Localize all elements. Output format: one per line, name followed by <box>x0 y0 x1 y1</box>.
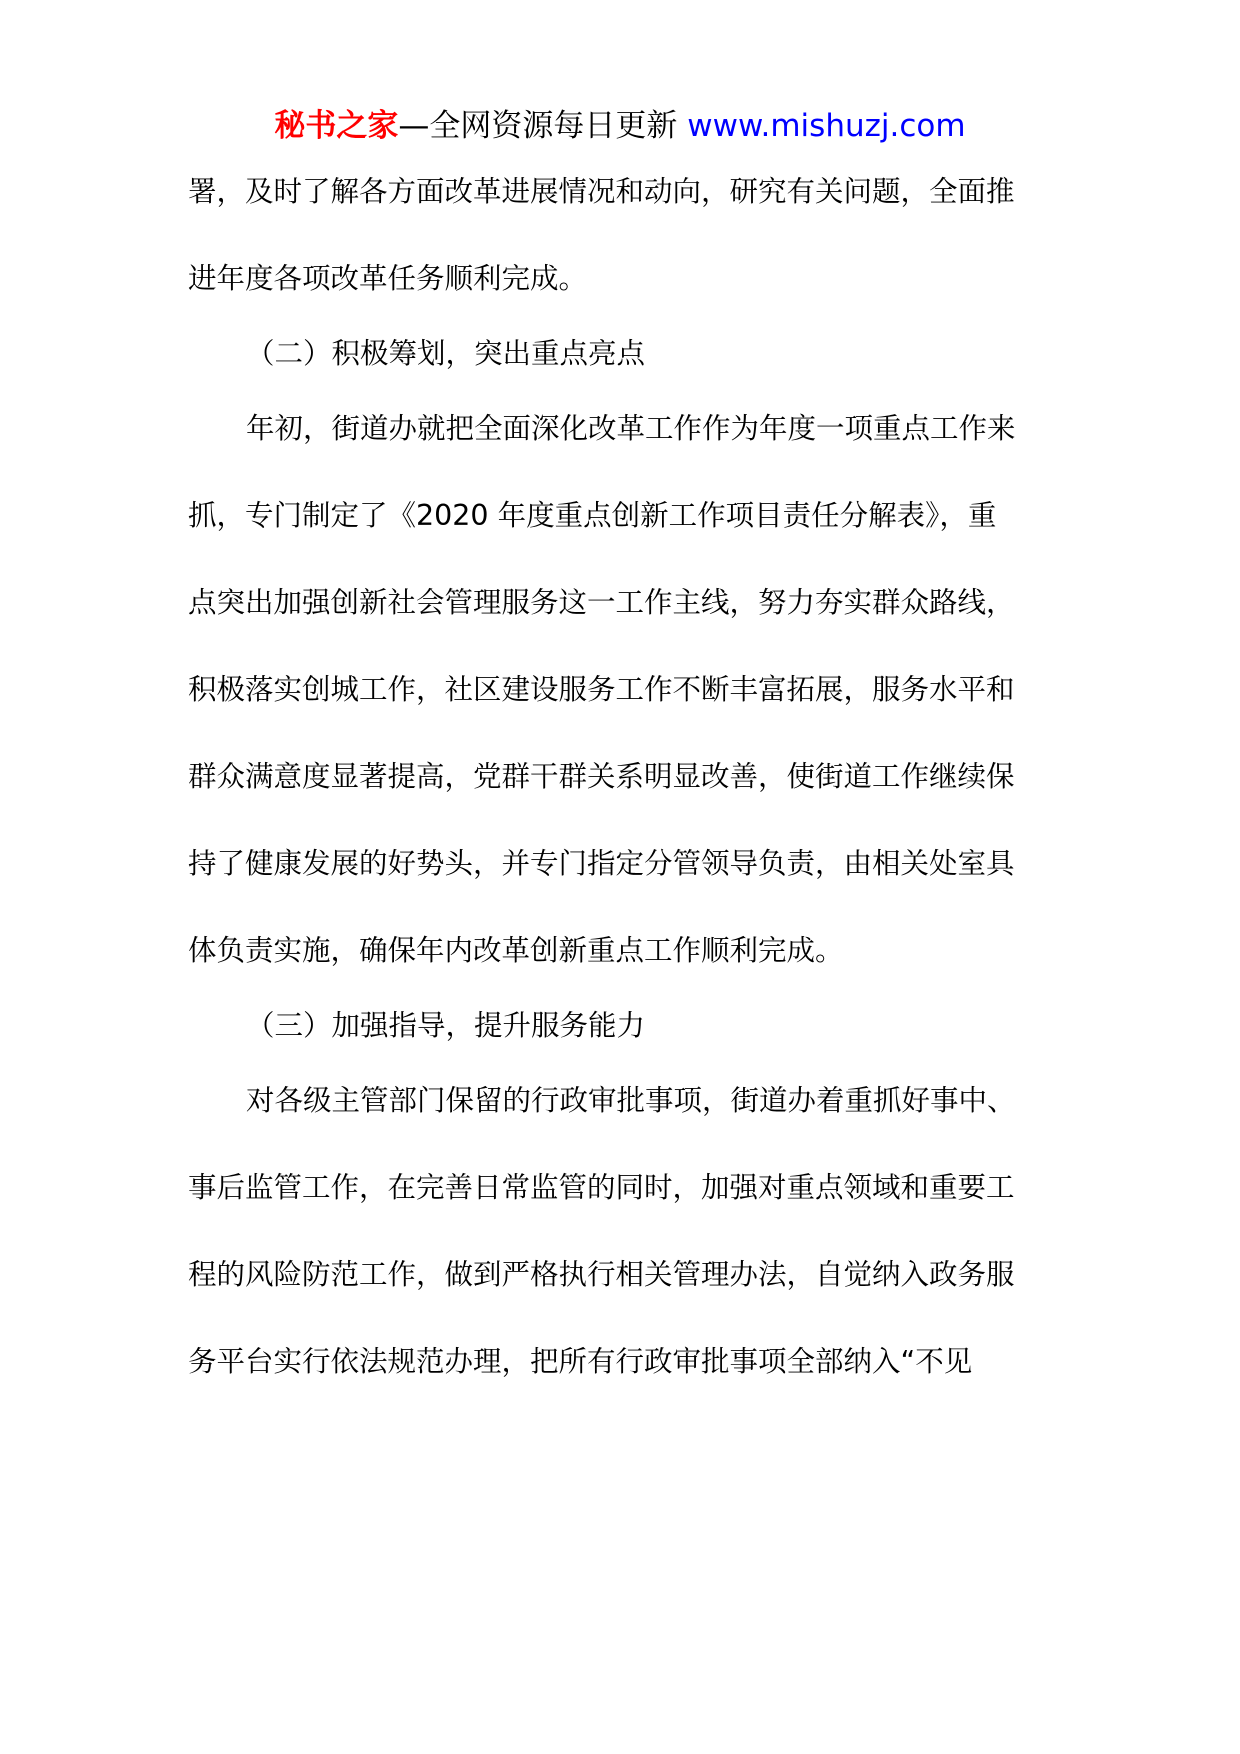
header-tagline: —全网资源每日更新 <box>398 108 688 144</box>
brand-name: 秘书之家 <box>274 108 399 144</box>
section-heading-3: （三）加强指导，提升服务能力 <box>246 1009 646 1042</box>
body-line-4: 年初，街道办就把全面深化改革工作作为年度一项重点工作来 <box>246 412 1016 445</box>
section-heading-2: （二）积极筹划，突出重点亮点 <box>246 337 646 370</box>
body-line-13: 事后监管工作，在完善日常监管的同时，加强对重点领域和重要工 <box>188 1171 1015 1204</box>
body-line-9: 持了健康发展的好势头，并专门指定分管领导负责，由相关处室具 <box>188 847 1015 880</box>
body-line-12: 对各级主管部门保留的行政审批事项，街道办着重抓好事中、 <box>246 1084 1016 1117</box>
body-line-7: 积极落实创城工作，社区建设服务工作不断丰富拓展，服务水平和 <box>188 673 1015 706</box>
body-line-15: 务平台实行依法规范办理，把所有行政审批事项全部纳入“不见 <box>188 1345 973 1378</box>
body-line-1: 署，及时了解各方面改革进展情况和动向，研究有关问题，全面推 <box>188 175 1015 208</box>
body-line-2: 进年度各项改革任务顺利完成。 <box>188 262 588 295</box>
page-header <box>0 104 1240 148</box>
body-line-8: 群众满意度显著提高，党群干群关系明显改善，使街道工作继续保 <box>188 760 1015 793</box>
body-line-10: 体负责实施，确保年内改革创新重点工作顺利完成。 <box>188 934 844 967</box>
body-line-6: 点突出加强创新社会管理服务这一工作主线，努力夯实群众路线， <box>188 586 1015 619</box>
body-line-5: 抓，专门制定了《2020 年度重点创新工作项目责任分解表》，重 <box>188 499 997 532</box>
body-line-14: 程的风险防范工作，做到严格执行相关管理办法，自觉纳入政务服 <box>188 1258 1015 1291</box>
site-url-link[interactable]: www.mishuzj.com <box>687 108 966 144</box>
